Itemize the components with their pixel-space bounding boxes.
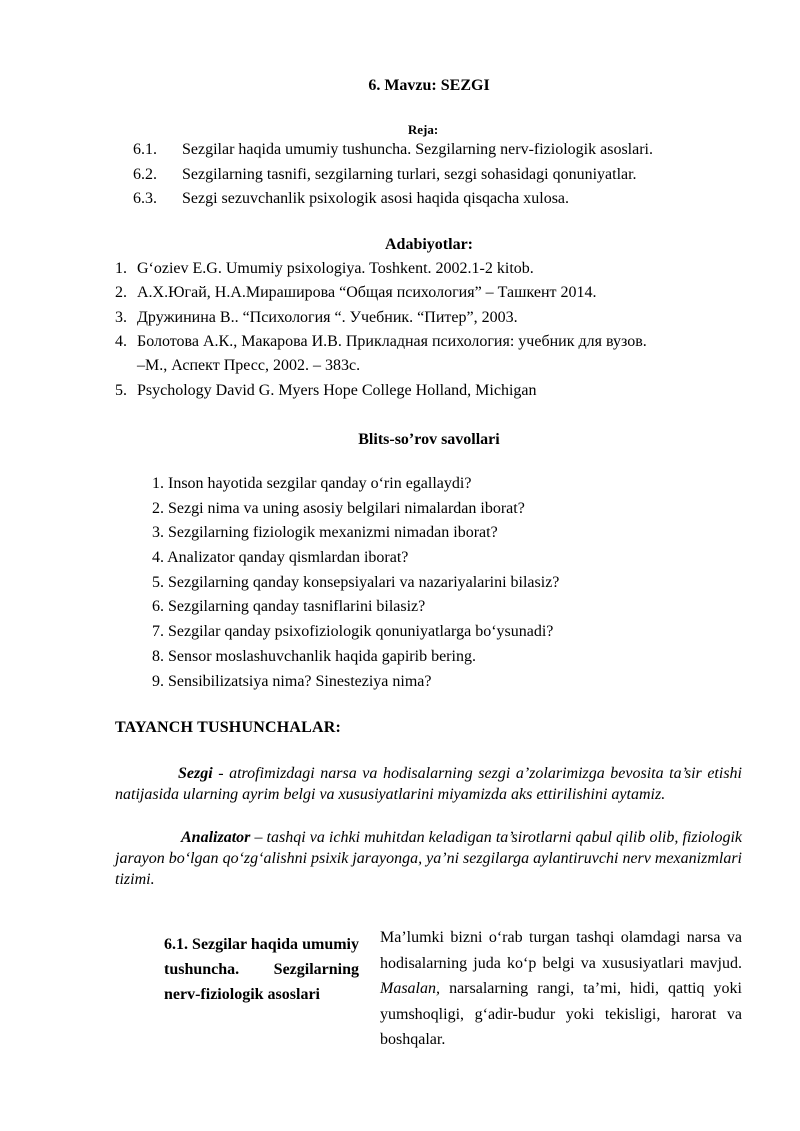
definition-text: - atrofimizdagi narsa va hodisalarning sezgi a’zolarimizga bevosita ta’sir etishi natijasida ularning ayrim belgi va xususiyatlarini miyamizda aks ettirilishini aytamiz. xyxy=(115,765,742,803)
plan-item-text: Sezgilar haqida umumiy tushuncha. Sezgilarning nerv-fiziologik asoslari. xyxy=(182,141,653,158)
literature-item xyxy=(115,309,518,327)
plan-item-number: 6.3. xyxy=(133,190,157,207)
literature-item xyxy=(115,260,534,278)
definition-term: Analizator xyxy=(181,829,251,846)
definition-paragraph xyxy=(115,827,742,890)
section-body-italic: Masalan, xyxy=(380,980,440,997)
literature-item xyxy=(115,333,647,351)
question-item: 7. Sezgilar qanday psixofiziologik qonuniyatlarga bo‘ysunadi? xyxy=(152,623,554,640)
literature-item-continuation: –М., Аспект Пресс, 2002. – 383с. xyxy=(137,357,361,374)
literature-item-number: 5. xyxy=(115,382,127,399)
literature-item xyxy=(115,382,537,400)
questions-heading: Blits-so’rov savollari xyxy=(358,431,500,448)
literature-item-number: 4. xyxy=(115,333,127,350)
question-item: 6. Sezgilarning qanday tasniflarini bilasiz? xyxy=(152,598,426,615)
question-item: 4. Analizator qanday qismlardan iborat? xyxy=(152,549,409,566)
question-item: 9. Sensibilizatsiya nima? Sinesteziya nima? xyxy=(152,673,432,690)
question-item: 2. Sezgi nima va uning asosiy belgilari nimalardan iborat? xyxy=(152,500,525,517)
plan-item-number: 6.1. xyxy=(133,141,157,158)
question-item: 5. Sezgilarning qanday konsepsiyalari va nazariyalarini bilasiz? xyxy=(152,574,560,591)
plan-item-text: Sezgilarning tasnifi, sezgilarning turlari, sezgi sohasidagi qonuniyatlar. xyxy=(182,166,637,183)
section-heading: 6.1. Sezgilar haqida umumiy tushuncha. Sezgilarning nerv-fiziologik asoslari xyxy=(164,936,359,1003)
question-item: 3. Sezgilarning fiziologik mexanizmi nimadan iborat? xyxy=(152,524,498,541)
literature-item-text: Болотова А.К., Макарова И.В. Прикладная психология: учебник для вузов. xyxy=(137,333,647,350)
literature-item-number: 3. xyxy=(115,309,127,326)
plan-item xyxy=(133,190,569,208)
page-title: 6. Mavzu: SEZGI xyxy=(368,77,490,94)
literature-item-text: G‘oziev E.G. Umumiy psixologiya. Toshkent. 2002.1-2 kitob. xyxy=(137,260,534,277)
literature-item xyxy=(115,284,597,302)
key-concepts-heading: TAYANCH TUSHUNCHALAR: xyxy=(115,719,342,736)
literature-item-text: Psychology David G. Myers Hope College Holland, Michigan xyxy=(137,382,537,399)
question-item: 1. Inson hayotida sezgilar qanday o‘rin egallaydi? xyxy=(152,475,472,492)
literature-heading: Adabiyotlar: xyxy=(385,236,473,253)
plan-item-text: Sezgi sezuvchanlik psixologik asosi haqida qisqacha xulosa. xyxy=(182,190,570,207)
plan-item xyxy=(133,166,637,184)
section-body xyxy=(380,925,742,1053)
plan-heading: Reja: xyxy=(407,122,439,137)
literature-item-number: 2. xyxy=(115,284,127,301)
definition-text: – tashqi va ichki muhitdan keladigan ta’sirotlarni qabul qilib olib, fiziologik jarayon bo‘lgan qo‘zg‘alishni psixik jarayonga, ya’ni sezgilarga aylantiruvchi nerv mexanizmlari tizimi. xyxy=(115,829,742,888)
plan-item-number: 6.2. xyxy=(133,166,157,183)
literature-item-text: Дружинина В.. “Психология “. Учебник. “Питер”, 2003. xyxy=(137,309,518,326)
definition-paragraph xyxy=(115,763,742,805)
section-body-text: narsalarning rangi, ta’mi, hidi, qattiq yoki yumshoqligi, g‘adir-budur yoki tekisligi, harorat va boshqalar. xyxy=(380,980,742,1048)
plan-item xyxy=(133,141,653,159)
literature-item-text: А.Х.Югай, Н.А.Мираширова “Общая психология” – Ташкент 2014. xyxy=(137,284,597,301)
section-body-text: Ma’lumki bizni o‘rab turgan tashqi olamdagi narsa va hodisalarning juda ko‘p belgi va xususiyatlari mavjud. xyxy=(380,929,742,972)
definition-term: Sezgi xyxy=(178,765,213,782)
literature-item-number: 1. xyxy=(115,260,127,277)
question-item: 8. Sensor moslashuvchanlik haqida gapirib bering. xyxy=(152,648,476,665)
